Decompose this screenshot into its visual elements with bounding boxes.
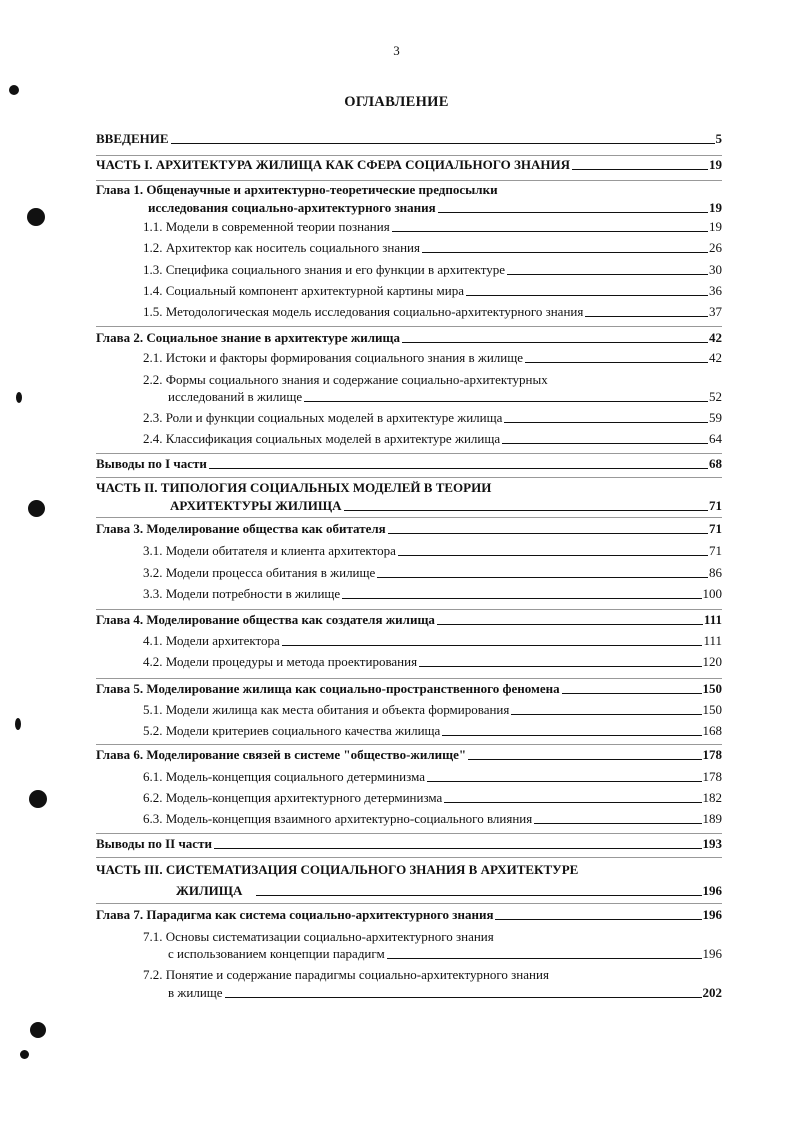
toc-entry-text: 1.5. Методологическая модель исследования социально-архитектурного знания	[143, 304, 584, 319]
toc-part-1	[96, 157, 722, 173]
toc-entry-page: 202	[702, 985, 722, 1000]
toc-entry-page: 196	[702, 946, 722, 961]
toc-entry-text: 4.1. Модели архитектора	[143, 633, 280, 648]
leader-line	[442, 735, 701, 736]
toc-entry-text: 6.3. Модель-концепция взаимного архитектурно-социального влияния	[143, 811, 533, 826]
toc-entry-page: 71	[709, 498, 722, 513]
toc-entry-text: Глава 2. Социальное знание в архитектуре жилища	[96, 330, 401, 345]
toc-entry-text: 2.4. Классификация социальных моделей в архитектуре жилища	[143, 431, 501, 446]
separator-line	[96, 833, 722, 834]
leader-line	[392, 231, 708, 232]
separator-line	[96, 326, 722, 327]
separator-line	[96, 517, 722, 518]
toc-section-1-3	[143, 262, 722, 278]
toc-entry-page: 64	[709, 431, 722, 446]
scan-dot	[28, 500, 45, 517]
leader-line	[387, 958, 702, 959]
toc-entry-introduction	[96, 131, 722, 147]
toc-entry-text: 4.2. Модели процедуры и метода проектирования	[143, 654, 418, 669]
toc-entry-page: 68	[709, 456, 722, 471]
toc-section-3-1	[143, 543, 722, 559]
toc-entry-text: в жилище	[168, 985, 223, 1000]
separator-line	[96, 477, 722, 478]
toc-section-4-1	[143, 633, 722, 649]
toc-section-7-1-line1: 7.1. Основы систематизации социально-архитектурного знания	[143, 929, 494, 944]
toc-chapter-1-line1: Глава 1. Общенаучные и архитектурно-теоретические предпосылки	[96, 182, 498, 197]
toc-entry-page: 178	[702, 769, 722, 784]
toc-entry-page: 182	[702, 790, 722, 805]
leader-line	[525, 362, 708, 363]
separator-line	[96, 857, 722, 858]
leader-line	[398, 555, 708, 556]
leader-line	[572, 169, 708, 170]
toc-section-4-2	[143, 654, 722, 670]
leader-line	[419, 666, 701, 667]
toc-part-3	[176, 883, 722, 899]
toc-chapter-7	[96, 907, 722, 923]
toc-entry-page: 52	[709, 389, 722, 404]
toc-entry-page: 19	[709, 200, 722, 215]
toc-entry-page: 37	[709, 304, 722, 319]
separator-line	[96, 744, 722, 745]
leader-line	[214, 848, 702, 849]
toc-entry-page: 26	[709, 240, 722, 255]
leader-line	[437, 624, 703, 625]
toc-entry-text: с использованием концепции парадигм	[168, 946, 385, 961]
toc-entry-page: 42	[709, 350, 722, 365]
scan-dot	[27, 208, 45, 226]
toc-conclusions-part-2	[96, 836, 722, 852]
toc-entry-page: 150	[702, 681, 722, 696]
toc-entry-page: 30	[709, 262, 722, 277]
toc-entry-page: 19	[709, 219, 722, 234]
toc-entry-page: 42	[709, 330, 722, 345]
toc-entry-page: 196	[702, 883, 722, 898]
toc-entry-text: исследования социально-архитектурного знания	[148, 200, 436, 215]
toc-entry-page: 168	[702, 723, 722, 738]
toc-entry-page: 86	[709, 565, 722, 580]
leader-line	[468, 759, 701, 760]
separator-line	[96, 453, 722, 454]
separator-line	[96, 180, 722, 181]
leader-line	[444, 802, 701, 803]
separator-line	[96, 155, 722, 156]
toc-entry-page: 100	[702, 586, 722, 601]
leader-line	[344, 510, 708, 511]
toc-entry-page: 19	[709, 157, 722, 172]
leader-line	[377, 577, 708, 578]
toc-entry-text: Глава 4. Моделирование общества как создателя жилища	[96, 612, 435, 627]
leader-line	[511, 714, 701, 715]
leader-line	[171, 143, 715, 144]
toc-entry-text: Глава 6. Моделирование связей в системе "общество-жилище"	[96, 747, 467, 762]
toc-chapter-2	[96, 330, 722, 346]
leader-line	[495, 919, 701, 920]
leader-line	[562, 693, 702, 694]
toc-entry-page: 36	[709, 283, 722, 298]
scan-dot	[9, 85, 19, 95]
leader-line	[209, 468, 708, 469]
toc-section-1-5	[143, 304, 722, 320]
leader-line	[225, 997, 702, 998]
toc-section-2-4	[143, 431, 722, 447]
scan-dot	[29, 790, 47, 808]
separator-line	[96, 678, 722, 679]
toc-conclusions-part-1	[96, 456, 722, 472]
toc-entry-text: 5.2. Модели критериев социального качества жилища	[143, 723, 441, 738]
leader-line	[507, 274, 708, 275]
leader-line	[388, 533, 708, 534]
leader-line	[466, 295, 708, 296]
separator-line	[96, 903, 722, 904]
leader-line	[502, 443, 708, 444]
toc-chapter-5	[96, 681, 722, 697]
toc-part-2	[170, 498, 722, 514]
toc-entry-page: 189	[702, 811, 722, 826]
toc-entry-text: ВВЕДЕНИЕ	[96, 131, 169, 146]
leader-line	[585, 316, 708, 317]
toc-section-6-3	[143, 811, 722, 827]
toc-entry-text: Глава 7. Парадигма как система социально-архитектурного знания	[96, 907, 494, 922]
leader-line	[402, 342, 708, 343]
toc-entry-page: 150	[702, 702, 722, 717]
toc-entry-page: 59	[709, 410, 722, 425]
toc-section-3-3	[143, 586, 722, 602]
leader-line	[427, 781, 702, 782]
leader-line	[256, 895, 701, 896]
toc-entry-text: 1.3. Специфика социального знания и его функции в архитектуре	[143, 262, 506, 277]
toc-entry-page: 111	[703, 633, 722, 648]
toc-chapter-1	[148, 200, 722, 216]
scan-dot	[20, 1050, 29, 1059]
toc-section-1-2	[143, 240, 722, 256]
toc-entry-text: 1.4. Социальный компонент архитектурной картины мира	[143, 283, 464, 298]
toc-entry-text: 5.1. Модели жилища как места обитания и объекта формирования	[143, 702, 510, 717]
toc-entry-text: Глава 3. Моделирование общества как обитателя	[96, 521, 386, 536]
toc-section-2-2-line1: 2.2. Формы социального знания и содержание социально-архитектурных	[143, 372, 548, 387]
toc-section-2-2	[168, 389, 722, 405]
toc-entry-page: 193	[702, 836, 722, 851]
scan-dot	[15, 718, 21, 730]
leader-line	[438, 212, 708, 213]
leader-line	[422, 252, 708, 253]
toc-chapter-4	[96, 612, 722, 628]
toc-section-6-1	[143, 769, 722, 785]
toc-entry-page: 71	[709, 521, 722, 536]
toc-entry-page: 196	[702, 907, 722, 922]
toc-part-3-line1: ЧАСТЬ III. СИСТЕМАТИЗАЦИЯ СОЦИАЛЬНОГО ЗНАНИЯ В АРХИТЕКТУРЕ	[96, 862, 579, 877]
toc-entry-page: 111	[703, 612, 722, 627]
leader-line	[342, 598, 701, 599]
toc-entry-text: 6.2. Модель-концепция архитектурного детерминизма	[143, 790, 443, 805]
leader-line	[504, 422, 708, 423]
scan-dot	[30, 1022, 46, 1038]
toc-entry-text: 6.1. Модель-концепция социального детерминизма	[143, 769, 425, 784]
toc-entry-text: 2.3. Роли и функции социальных моделей в архитектуре жилища	[143, 410, 503, 425]
leader-line	[534, 823, 701, 824]
toc-entry-text: 3.2. Модели процесса обитания в жилище	[143, 565, 376, 580]
toc-entry-text: Глава 5. Моделирование жилища как социально-пространственного феномена	[96, 681, 560, 696]
toc-entry-text: ЖИЛИЩА	[176, 883, 243, 898]
scan-dot	[16, 392, 22, 403]
toc-entry-page: 178	[702, 747, 722, 762]
toc-entry-text: 2.1. Истоки и факторы формирования социального знания в жилище	[143, 350, 524, 365]
toc-section-5-1	[143, 702, 722, 718]
toc-entry-text: 3.3. Модели потребности в жилище	[143, 586, 341, 601]
toc-entry-text: 3.1. Модели обитателя и клиента архитектора	[143, 543, 396, 558]
toc-section-6-2	[143, 790, 722, 806]
toc-section-7-2	[168, 985, 722, 1001]
toc-entry-text: ЧАСТЬ I. АРХИТЕКТУРА ЖИЛИЩА КАК СФЕРА СОЦИАЛЬНОГО ЗНАНИЯ	[96, 157, 570, 172]
page-number: 3	[393, 43, 400, 58]
toc-entry-text: исследований в жилище	[168, 389, 303, 404]
toc-section-3-2	[143, 565, 722, 581]
toc-section-1-1	[143, 219, 722, 235]
toc-title: ОГЛАВЛЕНИЕ	[344, 94, 449, 110]
toc-chapter-6	[96, 747, 722, 763]
toc-entry-text: 1.1. Модели в современной теории познания	[143, 219, 390, 234]
toc-entry-page: 5	[715, 131, 722, 146]
toc-entry-text: Выводы по I части	[96, 456, 207, 471]
toc-section-1-4	[143, 283, 722, 299]
toc-entry-text: Выводы по II части	[96, 836, 212, 851]
toc-entry-page: 71	[709, 543, 722, 558]
toc-entry-text: 1.2. Архитектор как носитель социального знания	[143, 240, 420, 255]
leader-line	[282, 645, 703, 646]
toc-section-2-3	[143, 410, 722, 426]
toc-part-2-line1: ЧАСТЬ II. ТИПОЛОГИЯ СОЦИАЛЬНЫХ МОДЕЛЕЙ В ТЕОРИИ	[96, 480, 492, 495]
leader-line	[304, 401, 708, 402]
toc-section-2-1	[143, 350, 722, 366]
toc-section-5-2	[143, 723, 722, 739]
toc-chapter-3	[96, 521, 722, 537]
toc-entry-text: АРХИТЕКТУРЫ ЖИЛИЩА	[170, 498, 342, 513]
toc-section-7-2-line1: 7.2. Понятие и содержание парадигмы социально-архитектурного знания	[143, 967, 549, 982]
toc-section-7-1	[168, 946, 722, 962]
separator-line	[96, 609, 722, 610]
toc-entry-page: 120	[702, 654, 722, 669]
